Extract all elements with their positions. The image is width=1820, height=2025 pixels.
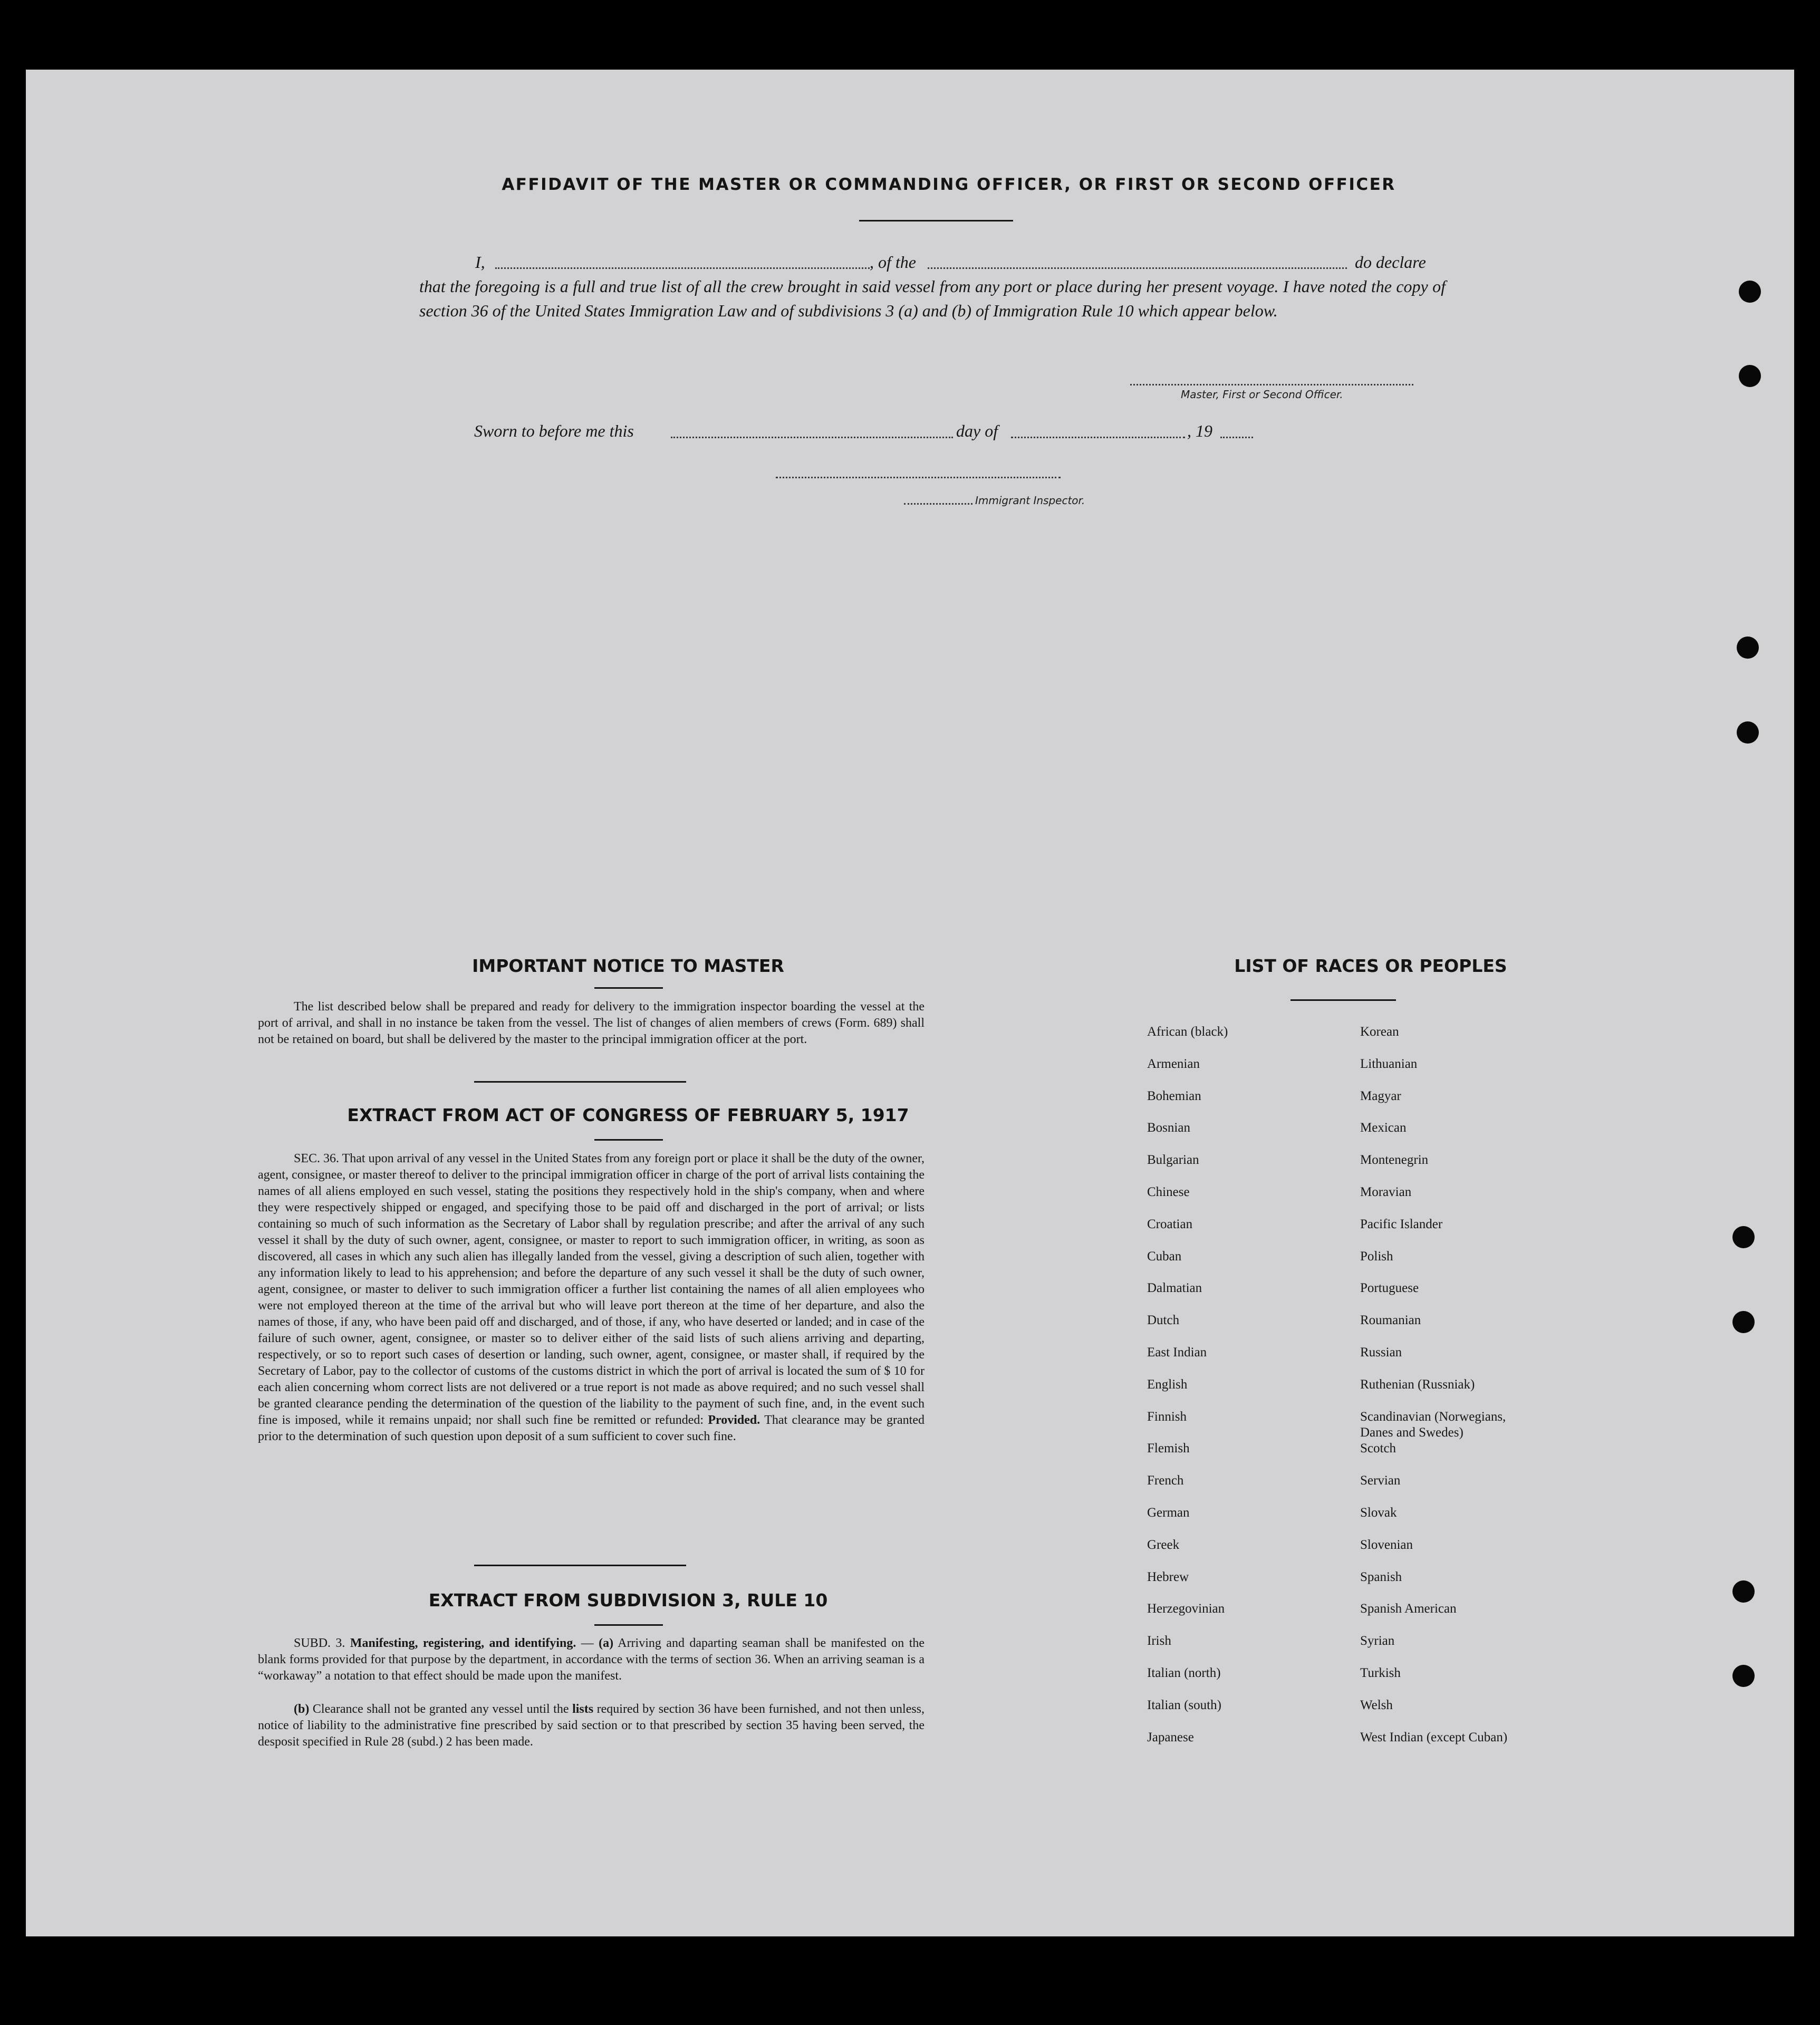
sworn-year-field[interactable]: [1220, 437, 1253, 438]
race-item: Dalmatian: [1147, 1281, 1202, 1296]
affidavit-body: that the foregoing is a full and true list of all the crew brought in said vessel from any port or place during her present voyage. I have noted the copy of section 36 of the United States Immigration Law and of subdivisions 3 (a) and (b) of Immigration Rule 10 which appear below.: [419, 277, 1446, 320]
notice-title-rule: [594, 987, 663, 989]
act-provided: Provided.: [708, 1413, 760, 1427]
affidavit-declare-label: do declare: [1355, 253, 1426, 272]
affidavit-declaration-line: [475, 250, 1446, 274]
race-item: Spanish American: [1360, 1602, 1457, 1616]
race-item: Lithuanian: [1360, 1056, 1418, 1071]
affidavit-title-rule: [859, 220, 1013, 221]
act-separator-rule: [474, 1565, 686, 1566]
race-item: Turkish: [1360, 1665, 1401, 1680]
race-item: Syrian: [1360, 1634, 1395, 1648]
rule-title-rule: [594, 1624, 663, 1626]
race-item: Finnish: [1147, 1409, 1187, 1424]
master-name-field[interactable]: [495, 267, 870, 269]
inspector-signature-field-2[interactable]: [904, 503, 972, 505]
race-item: Scotch: [1360, 1441, 1397, 1456]
binder-hole: [1737, 637, 1759, 659]
race-item: Cuban: [1147, 1249, 1182, 1264]
race-item: Japanese: [1147, 1730, 1194, 1744]
sworn-day-field[interactable]: [671, 437, 953, 438]
affidavit-i-label: I,: [475, 253, 485, 272]
sworn-month-field[interactable]: [1011, 437, 1185, 438]
notice-body: The list described below shall be prepared and ready for delivery to the immigration inspector boarding the vessel at the port of arrival, and shall in no instance be taken from the vessel. The list of changes of alien members of crews (Form. 689) shall not be retained on board, but shall be delivered by the master to the principal immigration officer at the port.: [258, 1000, 925, 1046]
race-item: French: [1147, 1473, 1184, 1488]
races-title-rule: [1291, 999, 1396, 1001]
sworn-day-of-label: day of: [956, 421, 998, 440]
binder-hole: [1739, 365, 1761, 387]
race-item: Scandinavian (Norwegians, Danes and Swedes): [1360, 1409, 1506, 1440]
race-item: Spanish: [1360, 1569, 1402, 1584]
sworn-year-label: , 19: [1187, 421, 1212, 440]
race-item: Moravian: [1360, 1184, 1412, 1199]
race-item: Dutch: [1147, 1313, 1180, 1328]
rule-b-label: (b): [294, 1702, 310, 1716]
race-item: Greek: [1147, 1537, 1180, 1552]
races-column-2: [1360, 1024, 1624, 1761]
binder-hole: [1732, 1580, 1755, 1603]
act-body-end: That clearance may be granted prior to the determination of such question upon deposit of a sum sufficient to cover such fine.: [258, 1413, 925, 1443]
rule-a-text: Arriving and daparting seaman shall be manifested on the blank forms provided for that purpose by the department, in accordance with the terms of section 36. When an arriving seaman is a “workaway” a notation to that effect should be made upon the manifest.: [258, 1636, 925, 1683]
rule-subd-dash: —: [576, 1636, 599, 1650]
sworn-prefix: Sworn to before me this: [474, 421, 634, 440]
master-signature-field[interactable]: [1130, 384, 1413, 385]
race-item: Bohemian: [1147, 1088, 1201, 1103]
race-item: Korean: [1360, 1025, 1399, 1039]
race-item: Slovenian: [1360, 1537, 1413, 1552]
rule-subd-heading: Manifesting, registering, and identifying.: [350, 1636, 576, 1650]
document-page: [26, 70, 1794, 1936]
race-item: Portuguese: [1360, 1281, 1419, 1296]
race-item: Italian (south): [1147, 1698, 1221, 1712]
race-item: Welsh: [1360, 1698, 1393, 1712]
race-item: Pacific Islander: [1360, 1217, 1443, 1231]
binder-hole: [1732, 1226, 1755, 1248]
affidavit-title: AFFIDAVIT OF THE MASTER OR COMMANDING OFFICER, OR FIRST OR SECOND OFFICER: [502, 175, 1396, 194]
race-item: Armenian: [1147, 1056, 1200, 1071]
race-item: Russian: [1360, 1345, 1402, 1359]
race-item: Montenegrin: [1360, 1153, 1429, 1168]
notice-separator-rule: [474, 1081, 686, 1083]
race-item: Italian (north): [1147, 1665, 1221, 1680]
race-item: English: [1147, 1377, 1188, 1392]
race-item: East Indian: [1147, 1345, 1207, 1359]
rule-subd-prefix: SUBD. 3.: [294, 1636, 345, 1650]
race-item: Magyar: [1360, 1088, 1401, 1103]
race-item: Mexican: [1360, 1121, 1407, 1135]
race-item: Irish: [1147, 1634, 1171, 1648]
race-item: German: [1147, 1505, 1190, 1520]
binder-hole: [1737, 721, 1759, 744]
vessel-name-field[interactable]: [928, 267, 1347, 269]
inspector-caption: Immigrant Inspector.: [975, 494, 1085, 507]
binder-hole: [1732, 1311, 1755, 1333]
race-item: Croatian: [1147, 1217, 1193, 1231]
race-item: African (black): [1147, 1025, 1228, 1039]
binder-hole: [1739, 281, 1761, 303]
race-item: Flemish: [1147, 1441, 1190, 1456]
act-body: [258, 1151, 925, 1445]
act-title-rule: [594, 1139, 663, 1141]
act-title: EXTRACT FROM ACT OF CONGRESS OF FEBRUARY 5, 1917: [347, 1105, 909, 1125]
race-item: Hebrew: [1147, 1569, 1189, 1584]
rule-title: EXTRACT FROM SUBDIVISION 3, RULE 10: [428, 1590, 828, 1611]
affidavit-of-the-label: , of the: [870, 253, 916, 272]
races-column-1: [1147, 1024, 1347, 1761]
act-body-text: SEC. 36. That upon arrival of any vessel in the United States from any foreign port or place it shall be the duty of the owner, agent, consignee, or master thereof to deliver to the principal immigration officer in charge of the port of arrival lists containing the names of all aliens employed en such vessel, stating the positions they respectively hold in the ship's company, when and where they were respectively shipped or engaged, and specifying those to be paid off and discharged in the port of arrival; or lists containing so much of such information as the Secretary of Labor shall by regulation prescribe; and after the arrival of any such vessel it shall by the duty of such owner, agent, consignee, or master to report to such immigration officer, in writing, as soon as discovered, all cases in which any such alien has illegally landed from the vessel, giving a description of such alien, together with any information likely to lead to his apprehension; and before the departure of any such vessel it shall be the duty of such owner, agent, consignee, or master to deliver to such immigration officer a further list containing the names of all alien employees who were not employed thereon at the time of the arrival but who will leave port thereon at the time of her departure, and also the names of those, if any, who have been paid off and discharged, and of those, if any, who have deserted or landed; and in case of the failure of such owner, agent, consignee, or master so to deliver either of the said lists of such aliens arriving and departing, respectively, or so to report such cases of desertion or landing, such owner, agent, consignee, or master shall, if required by the Secretary of Labor, pay to the collector of customs of the customs district in which the port of arrival is located the sum of $ 10 for each alien concerning whom correct lists are not delivered or a true report is not made as above required; and no such vessel shall be granted clearance pending the determination of the question of the liability to the payment of such fine, and, in the event such fine is imposed, while it remains unpaid; nor shall such fine be remitted or refunded:: [258, 1152, 925, 1427]
rule-subd-a: [258, 1635, 925, 1684]
race-item: Chinese: [1147, 1184, 1190, 1199]
rule-subd-b: [258, 1701, 925, 1750]
race-item: Ruthenian (Russniak): [1360, 1377, 1475, 1392]
master-signature-caption: Master, First or Second Officer.: [1181, 388, 1343, 401]
race-item: Bosnian: [1147, 1121, 1190, 1135]
notice-title: IMPORTANT NOTICE TO MASTER: [472, 956, 784, 976]
race-item: West Indian (except Cuban): [1360, 1730, 1508, 1744]
race-item: Bulgarian: [1147, 1153, 1199, 1168]
binder-hole: [1732, 1665, 1755, 1687]
race-item: Slovak: [1360, 1505, 1397, 1520]
rule-b-lists: lists: [572, 1702, 594, 1716]
rule-b-text-1: Clearance shall not be granted any vessel until the: [312, 1702, 569, 1716]
race-item: Servian: [1360, 1473, 1401, 1488]
rule-a-label: (a): [599, 1636, 614, 1650]
inspector-signature-field[interactable]: [776, 477, 1061, 478]
race-item: Polish: [1360, 1249, 1393, 1264]
race-item: Roumanian: [1360, 1313, 1421, 1328]
rule-b-text-2: required by section 36 have been furnished, and not then unless, notice of liability to the administrative fine prescribed by said section or to that prescribed by section 35 having been served, the desposit specified in Rule 28 (subd.) 2 has been made.: [258, 1702, 925, 1749]
race-item: Herzegovinian: [1147, 1602, 1225, 1616]
races-title: LIST OF RACES OR PEOPLES: [1234, 956, 1507, 976]
